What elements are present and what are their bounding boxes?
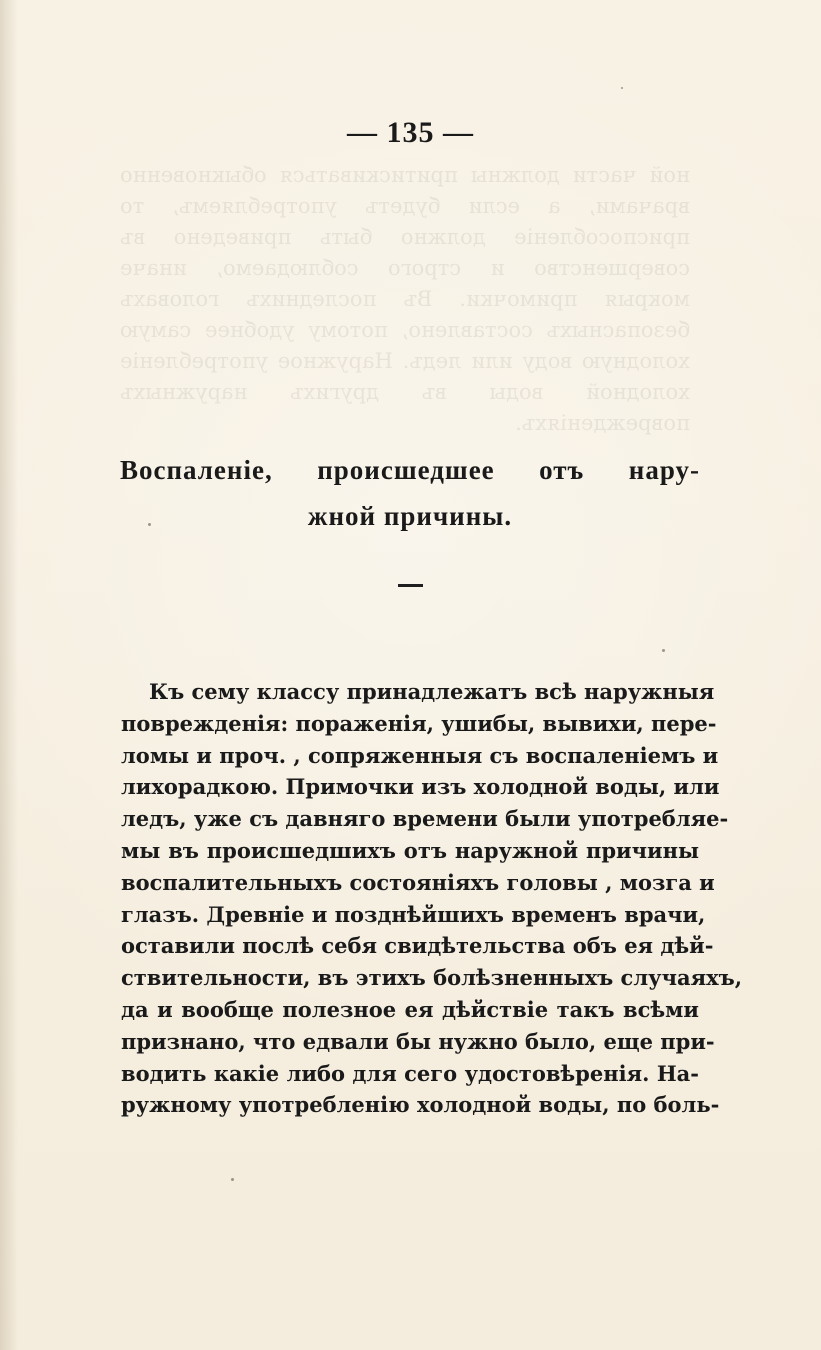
paragraph-line: воспалительныхъ состояніяхъ головы , мозга и [121, 869, 715, 895]
page-number: — 135 — [347, 116, 474, 149]
section-divider [398, 584, 423, 587]
paragraph-line: водить какіе либо для сего удостовѣренія. На- [121, 1060, 699, 1086]
paper-speck [662, 649, 665, 652]
paragraph-line: да и вообще полезное ея дѣйствіе такъ всѣми [121, 996, 699, 1022]
paragraph-line: Къ сему классу принадлежатъ всѣ наружныя [149, 679, 715, 704]
section-heading-line: жной причины. [307, 501, 513, 531]
paper-speck [621, 87, 623, 89]
page-binding-shadow [0, 0, 18, 1350]
paragraph-line: ледъ, уже съ давняго времени были употребляе- [121, 806, 729, 832]
paragraph-line: мы въ происшедшихъ отъ наружной причины [121, 837, 699, 863]
paragraph-line: поврежденія: пораженія, ушибы, вывихи, пере- [121, 710, 717, 736]
paragraph-line: глазъ. Древніе и позднѣйшихъ временъ врачи, [121, 901, 706, 927]
section-heading-line: Воспаленіе, происшедшее отъ нару- [120, 455, 700, 485]
paragraph-line: ломы и проч. , сопряженныя съ воспаленіемъ и [121, 742, 719, 768]
paragraph-line: оставили послѣ себя свидѣтельства объ ея дѣй- [121, 933, 714, 959]
paper-speck [148, 523, 151, 526]
paragraph-line: ствительности, въ этихъ болѣзненныхъ случаяхъ, [121, 965, 743, 991]
paragraph-line: признано, что едвали бы нужно было, еще при- [121, 1028, 715, 1054]
paper-speck [231, 1178, 234, 1181]
paragraph-line: лихорадкою. Примочки изъ холодной воды, или [121, 774, 720, 800]
bleed-through-text: ной части должны притискиваться обыкновенно врачами, а если будетъ употребляемъ, то приспособленіе должно быть приведено въ совершенство и строго соблюдаемо, иначе мокрыя примочки. Въ последнихъ головахъ безопасныхъ составлено, потому удобнее самую холодную воду или ледъ. Наружное употребленіе холодной воды въ другихъ наружныхъ поврежденіяхъ. [120, 163, 690, 435]
body-paragraph [121, 676, 743, 1121]
paragraph-line: ружному употребленію холодной воды, по боль- [121, 1092, 720, 1118]
section-heading [120, 447, 700, 539]
